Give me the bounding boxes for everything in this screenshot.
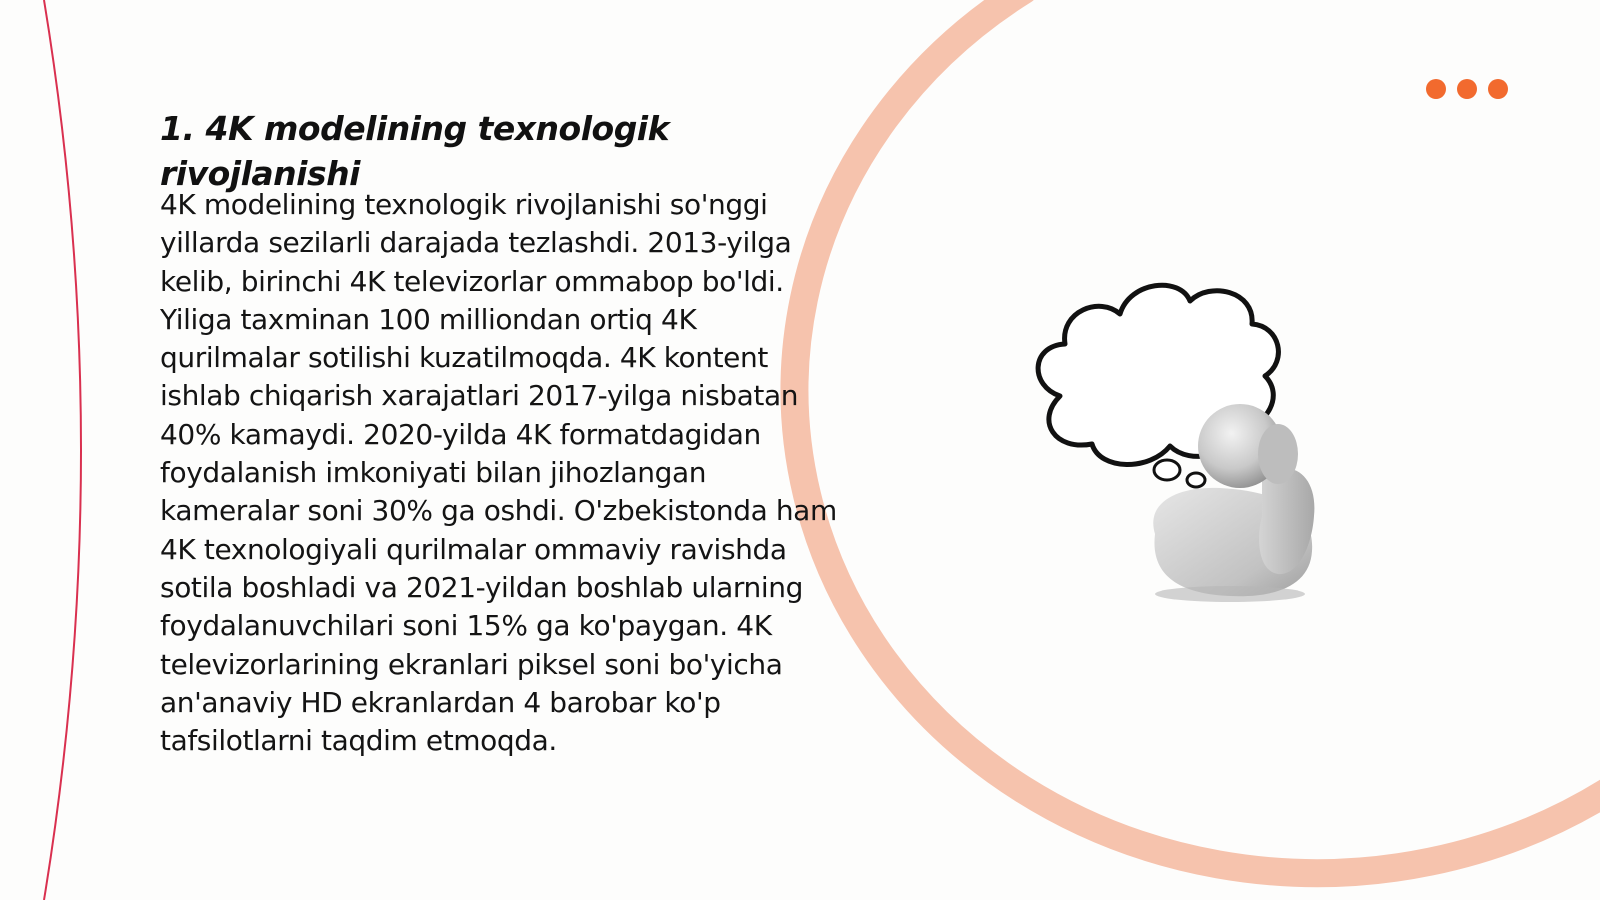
left-curve-line xyxy=(44,0,81,900)
thinking-person-illustration-icon xyxy=(1030,276,1350,616)
slide-title: 1. 4K modelining texnologik rivojlanishi xyxy=(160,109,670,193)
menu-dots-icon xyxy=(1426,79,1508,99)
dot xyxy=(1457,79,1477,99)
dot xyxy=(1426,79,1446,99)
dot xyxy=(1488,79,1508,99)
slide-paragraph: 4K modelining texnologik rivojlanishi so'nggi yillarda sezilarli darajada tezlashdi. 2013-yilga kelib, birinchi 4K televizorlar ommabop bo'ldi. Yiliga taxminan 100 milliondan ortiq 4K qurilmalar sotilishi kuzatilmoqda. 4K kontent ishlab chiqarish xarajatlari 2017-yilga nisbatan 40% kamaydi. 2020-yilda 4K formatdagidan foydalanish imkoniyati bilan jihozlangan kameralar soni 30% ga oshdi. O'zbekistonda ham 4K texnologiyali qurilmalar ommaviy ravishda sotila boshladi va 2021-yildan boshlab ularning foydalanuvchilari soni 15% ga ko'paygan. 4K televizorlarining ekranlari piksel soni bo'yicha an'anaviy HD ekranlardan 4 barobar ko'p tafsilotlarni taqdim etmoqda. xyxy=(160,188,837,758)
